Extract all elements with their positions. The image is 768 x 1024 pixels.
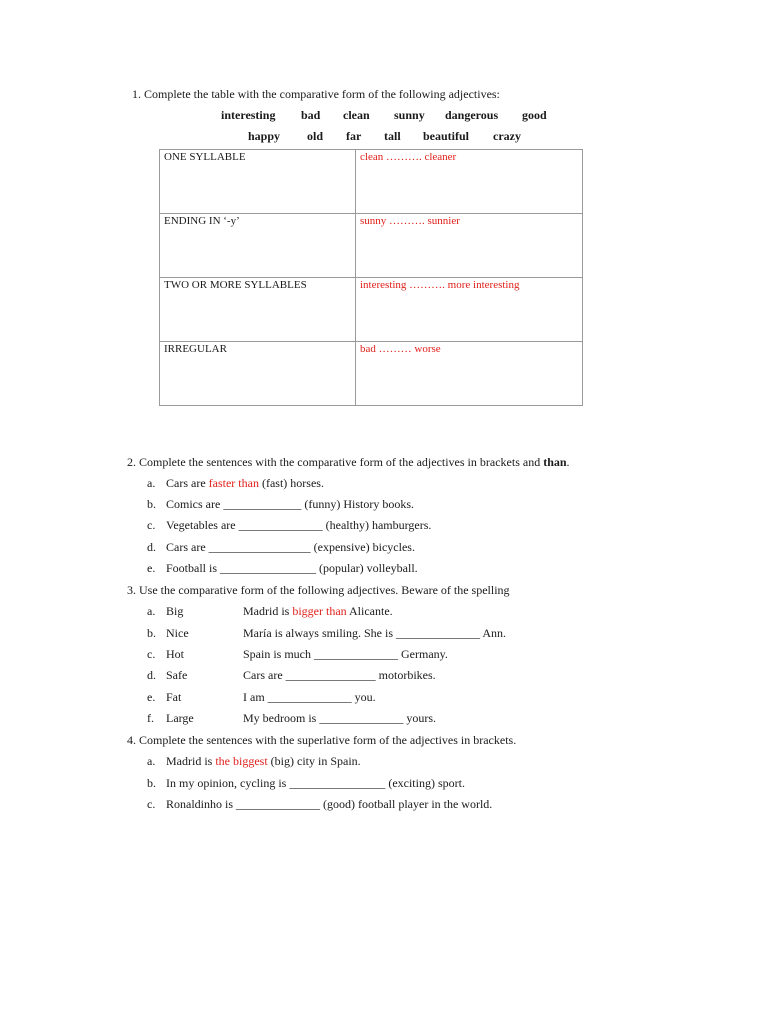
adjective-list-row-1 — [0, 108, 768, 124]
adjective-word: beautiful — [423, 129, 470, 143]
sentence-end: Ann. — [480, 626, 507, 640]
sentence — [243, 668, 436, 683]
item-letter: a. — [147, 754, 156, 768]
adjective-word: tall — [384, 129, 401, 143]
question-2-title-text: 2. Complete the sentences with the comparative form of the adjectives in brackets and — [127, 455, 544, 469]
sentence-start: Football is — [166, 561, 221, 575]
sentence-start: Vegetables are — [166, 518, 239, 532]
answer-blank[interactable]: ______________ — [319, 711, 404, 725]
category-cell: IRREGULAR — [160, 342, 356, 406]
sentence-end: Alicante. — [346, 604, 393, 618]
question-1-title: 1. Complete the table with the comparative form of the following adjectives: — [132, 87, 500, 101]
example-cell: interesting ………. more interesting — [356, 278, 583, 342]
adjective-word: sunny — [394, 108, 425, 122]
sentence-end: (good) football player in the world. — [320, 797, 493, 811]
item-letter: c. — [147, 647, 156, 661]
sentence — [166, 776, 465, 791]
item-letter: b. — [147, 776, 156, 790]
question-2-title-bold: than — [543, 455, 567, 469]
sentence — [243, 690, 376, 705]
sentence — [166, 797, 492, 812]
adjective-word: clean — [343, 108, 370, 122]
comparative-table — [159, 149, 583, 406]
sentence — [166, 540, 415, 555]
sentence-start: Comics are — [166, 497, 224, 511]
answer-blank[interactable]: ______________ — [314, 647, 398, 661]
item-letter: a. — [147, 604, 156, 618]
item-letter: b. — [147, 626, 156, 640]
sentence-start: Cars are — [166, 540, 209, 554]
sentence-end: yours. — [403, 711, 437, 725]
answer-blank[interactable]: ______________ — [236, 797, 321, 811]
item-letter: a. — [147, 476, 156, 490]
answer-blank[interactable]: ______________ — [238, 518, 323, 532]
sentence-end: (exciting) sport. — [385, 776, 465, 790]
question-3-title: 3. Use the comparative form of the following adjectives. Beware of the spelling — [127, 583, 510, 597]
adjective-cue: Fat — [166, 690, 182, 704]
sentence — [166, 561, 418, 576]
sentence — [166, 497, 414, 512]
adjective-cue: Large — [166, 711, 194, 725]
adjective-cue: Hot — [166, 647, 184, 661]
adjective-word: old — [307, 129, 324, 143]
table-row — [160, 150, 583, 214]
sentence-end: you. — [351, 690, 376, 704]
item-letter: b. — [147, 497, 156, 511]
item-letter: c. — [147, 518, 156, 532]
example-cell: sunny ………. sunnier — [356, 214, 583, 278]
sentence — [166, 518, 431, 533]
sentence — [243, 604, 393, 619]
adjective-word: happy — [248, 129, 281, 143]
sentence-end: (fast) horses. — [258, 476, 324, 490]
answer-blank[interactable]: ______________ — [267, 690, 352, 704]
sentence-end: motorbikes. — [375, 668, 436, 682]
sentence-end: (funny) History books. — [301, 497, 414, 511]
table-row — [160, 214, 583, 278]
adjective-list-row-2 — [0, 129, 768, 145]
sentence-start: Madrid is — [243, 604, 293, 618]
adjective-cue: Nice — [166, 626, 189, 640]
example-answer: faster than — [208, 476, 259, 490]
table-row — [160, 278, 583, 342]
adjective-word: bad — [301, 108, 321, 122]
example-cell: clean ………. cleaner — [356, 150, 583, 214]
adjective-word: far — [346, 129, 362, 143]
item-letter: e. — [147, 561, 156, 575]
sentence-start: My bedroom is — [243, 711, 320, 725]
sentence-end: (big) city in Spain. — [267, 754, 361, 768]
sentence — [166, 754, 361, 769]
sentence-start: Ronaldinho is — [166, 797, 237, 811]
category-cell: ENDING IN ‘-y’ — [160, 214, 356, 278]
answer-blank[interactable]: _______________ — [285, 668, 376, 682]
item-letter: f. — [147, 711, 154, 725]
sentence-start: Spain is much — [243, 647, 314, 661]
answer-blank[interactable]: _________________ — [208, 540, 311, 554]
sentence-start: I am — [243, 690, 268, 704]
item-letter: d. — [147, 668, 156, 682]
item-letter: d. — [147, 540, 156, 554]
sentence-end: (expensive) bicycles. — [310, 540, 415, 554]
answer-blank[interactable]: ________________ — [289, 776, 386, 790]
category-cell: ONE SYLLABLE — [160, 150, 356, 214]
question-2-title — [127, 455, 570, 470]
sentence — [243, 647, 448, 662]
sentence-end: (healthy) hamburgers. — [322, 518, 432, 532]
sentence-start: María is always smiling. She is — [243, 626, 396, 640]
sentence-start: Madrid is — [166, 754, 216, 768]
table-row — [160, 342, 583, 406]
sentence-end: (popular) volleyball. — [316, 561, 418, 575]
sentence-start: Cars are — [243, 668, 286, 682]
sentence-end: Germany. — [398, 647, 448, 661]
sentence-start: Cars are — [166, 476, 209, 490]
answer-blank[interactable]: ________________ — [220, 561, 317, 575]
sentence — [166, 476, 324, 491]
adjective-word: interesting — [221, 108, 276, 122]
item-letter: c. — [147, 797, 156, 811]
sentence — [243, 711, 436, 726]
example-answer: the biggest — [215, 754, 268, 768]
question-2-title-end: . — [566, 455, 570, 469]
adjective-word: dangerous — [445, 108, 499, 122]
answer-blank[interactable]: ______________ — [396, 626, 480, 640]
item-letter: e. — [147, 690, 156, 704]
category-cell: TWO OR MORE SYLLABLES — [160, 278, 356, 342]
sentence — [243, 626, 506, 641]
answer-blank[interactable]: _____________ — [223, 497, 302, 511]
example-answer: bigger than — [292, 604, 347, 618]
example-cell: bad ……… worse — [356, 342, 583, 406]
adjective-word: good — [522, 108, 547, 122]
question-4-title: 4. Complete the sentences with the superlative form of the adjectives in brackets. — [127, 733, 517, 747]
adjective-cue: Safe — [166, 668, 188, 682]
adjective-word: crazy — [493, 129, 521, 143]
adjective-cue: Big — [166, 604, 184, 618]
sentence-start: In my opinion, cycling is — [166, 776, 290, 790]
